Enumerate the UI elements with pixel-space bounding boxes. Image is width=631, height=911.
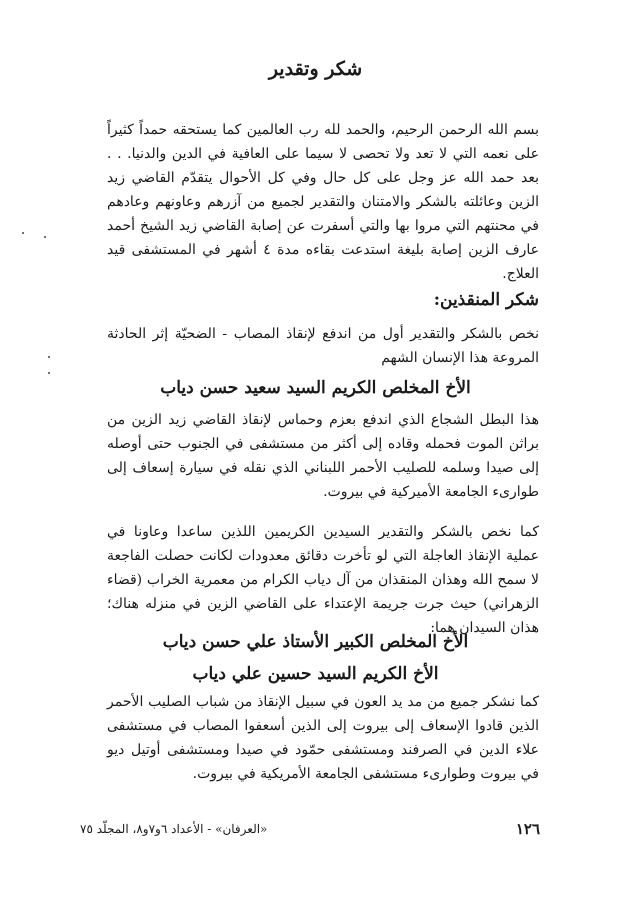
scan-speck [48,356,50,358]
page-title: شكر وتقدير [268,58,363,80]
rescuers-intro-paragraph: نخص بالشكر والتقدير أول من اندفع لإنقاذ المصاب - الضحيّة إثر الحادثة المروعة هذا الإنسان الشهم [107,326,539,366]
rescuer-name-1: الأخ المخلص الكريم السيد سعيد حسن دياب [160,378,471,398]
rescuer-name-2: الأخ المخلص الكبير الأستاذ علي حسن دياب [162,632,469,652]
scan-speck [44,236,46,238]
thanks-paragraph: كما نشكر جميع من مد يد العون في سبيل الإنقاذ من شباب الصليب الأحمر الذين قادوا الإسعاف إلى بيروت إلى الذين أسعفوا المصاب في مستشفى علاء الدين في الصرفند ومستشفى حمّود في صيدا ومستشفى أوتيل ديو في بيروت وطوارىء مستشفى الجامعة الأمريكية في بيروت. [107,694,539,782]
rescuer-name-3: الأخ الكريم السيد حسين علي دياب [192,664,439,684]
scan-speck [22,232,24,234]
journal-info: «العرفان» - الأعداد ٦و٧و٨، المجلّد ٧٥ [80,822,268,836]
intro-paragraph: بسم الله الرحمن الرحيم، والحمد لله رب العالمين كما يستحقه حمداً كثيراً على نعمه التي لا تعد ولا تحصى لا سيما على العافية في الدين والدنيا. . . بعد حمد الله عز وجل على كل حال وفي كل الأحوال يتقدّم القاضي زيد الزين وعائلته بالشكر والامتنان والتقدير لجميع من آزرهم وعاونهم وعادهم في محنتهم التي مروا بها والتي أسفرت عن إصابة القاضي زيد الشيخ أحمد عارف الزين إصابة بليغة استدعت بقاءه مدة ٤ أشهر في المستشفى قيد العلاج. [107,122,539,282]
two-rescuers-paragraph: كما نخص بالشكر والتقدير السيدين الكريمين اللذين ساعدا وعاونا في عملية الإنقاذ العاجلة التي لو تأخرت دقائق معدودات لكانت حصلت الفاجعة لا سمح الله وهذان المنقذان من آل دياب الكرام من معمرية الخراب (قضاء الزهراني) حيث جرت جريمة الإعتداء على القاضي الزين في منزله هناك؛ هذان السيدان هما: [107,524,539,636]
rescuers-heading: شكر المنقذين: [433,290,539,310]
page-footer [80,820,540,842]
rescuer-1-paragraph: هذا البطل الشجاع الذي اندفع بعزم وحماس لإنقاذ القاضي زيد الزين من براثن الموت فحمله وقاده إلى أكثر من مستشفى في الجنوب حتى أوصله إلى صيدا وسلمه للصليب الأحمر اللبناني الذي نقله في سيارة إسعاف إلى طوارىء الجامعة الأميركية في بيروت. [107,412,539,500]
page-number: ١٢٦ [515,820,540,838]
scan-speck [48,372,50,374]
